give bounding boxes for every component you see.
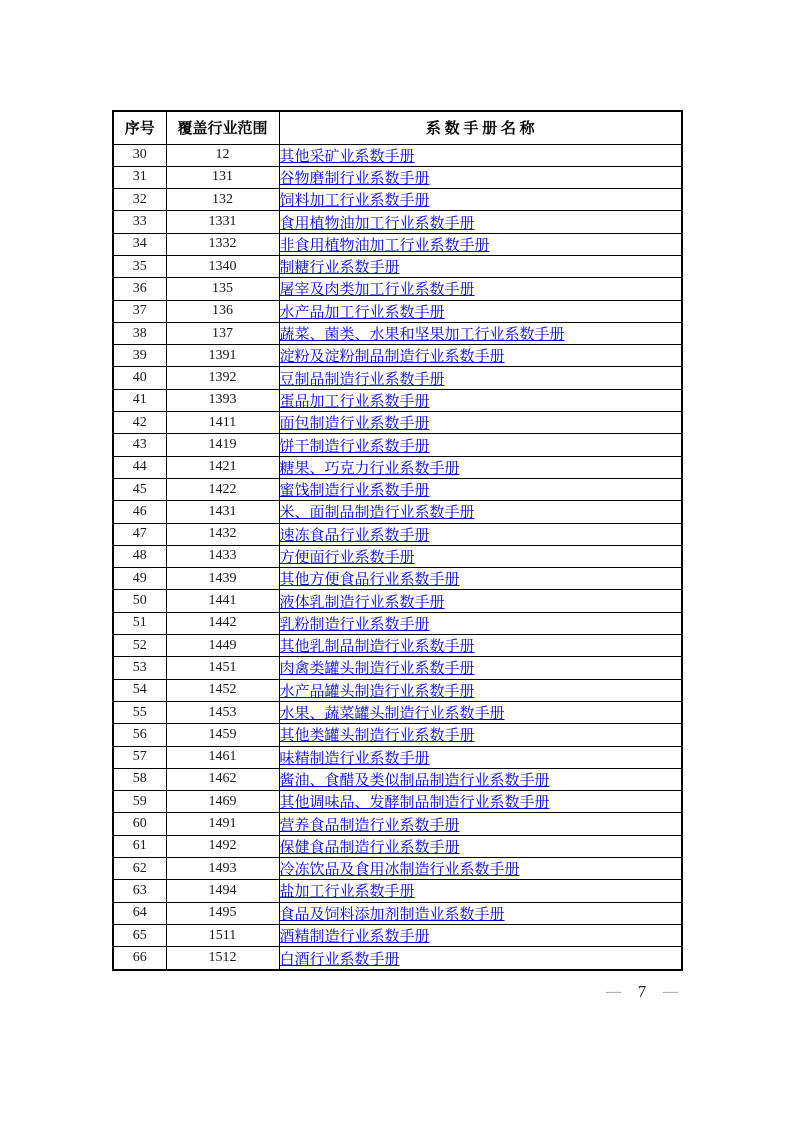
- row-number-cell: 38: [113, 322, 166, 344]
- manual-link[interactable]: 方便面行业系数手册: [279, 549, 415, 566]
- manual-name-cell: [279, 657, 682, 679]
- manual-name-cell: [279, 367, 682, 389]
- industry-code-cell: 1392: [166, 367, 279, 389]
- industry-code-cell: 1453: [166, 701, 279, 723]
- table-row: [113, 300, 682, 322]
- manual-link[interactable]: 水产品罐头制造行业系数手册: [279, 683, 475, 700]
- industry-code-cell: 1493: [166, 858, 279, 880]
- manual-link[interactable]: 营养食品制造行业系数手册: [279, 817, 460, 834]
- manual-name-cell: [279, 478, 682, 500]
- manual-name-cell: [279, 144, 682, 166]
- table-header-manual-name: 系 数 手 册 名 称: [279, 111, 682, 144]
- table-row: [113, 478, 682, 500]
- row-number-cell: 49: [113, 568, 166, 590]
- row-number-cell: 31: [113, 166, 166, 188]
- manual-name-cell: [279, 835, 682, 857]
- row-number-cell: 63: [113, 880, 166, 902]
- industry-code-cell: 1462: [166, 768, 279, 790]
- table-row: [113, 144, 682, 166]
- industry-code-cell: 1393: [166, 389, 279, 411]
- manual-name-cell: [279, 166, 682, 188]
- row-number-cell: 55: [113, 701, 166, 723]
- manual-link[interactable]: 其他采矿业系数手册: [279, 148, 415, 165]
- table-row: [113, 545, 682, 567]
- manual-link[interactable]: 饲料加工行业系数手册: [279, 193, 430, 210]
- industry-code-cell: 1461: [166, 746, 279, 768]
- manual-name-cell: [279, 322, 682, 344]
- manual-name-cell: [279, 746, 682, 768]
- manual-name-cell: [279, 813, 682, 835]
- manuals-table: [112, 110, 683, 971]
- row-number-cell: 62: [113, 858, 166, 880]
- manual-name-cell: [279, 233, 682, 255]
- industry-code-cell: 1421: [166, 456, 279, 478]
- manual-link[interactable]: 液体乳制造行业系数手册: [279, 594, 445, 611]
- table-row: [113, 501, 682, 523]
- table-row: [113, 635, 682, 657]
- row-number-cell: 65: [113, 924, 166, 946]
- table-row: [113, 791, 682, 813]
- industry-code-cell: 1432: [166, 523, 279, 545]
- table-row: [113, 233, 682, 255]
- industry-code-cell: 1492: [166, 835, 279, 857]
- manual-link[interactable]: 食用植物油加工行业系数手册: [279, 215, 475, 232]
- row-number-cell: 34: [113, 233, 166, 255]
- manual-name-cell: [279, 545, 682, 567]
- manual-name-cell: [279, 635, 682, 657]
- manual-name-cell: [279, 880, 682, 902]
- row-number-cell: 64: [113, 902, 166, 924]
- manual-link[interactable]: 酒精制造行业系数手册: [279, 929, 430, 946]
- manual-link[interactable]: 乳粉制造行业系数手册: [279, 616, 430, 633]
- footer-dash-right: —: [663, 984, 678, 1000]
- manual-link[interactable]: 米、面制品制造行业系数手册: [279, 505, 475, 522]
- table-row: [113, 322, 682, 344]
- industry-code-cell: 1331: [166, 211, 279, 233]
- industry-code-cell: 1332: [166, 233, 279, 255]
- manual-link[interactable]: 饼干制造行业系数手册: [279, 438, 430, 455]
- table-row: [113, 389, 682, 411]
- manual-name-cell: [279, 947, 682, 970]
- row-number-cell: 66: [113, 947, 166, 970]
- row-number-cell: 41: [113, 389, 166, 411]
- manual-link[interactable]: 白酒行业系数手册: [279, 951, 400, 968]
- page-footer: [606, 981, 678, 1003]
- industry-code-cell: 1340: [166, 255, 279, 277]
- row-number-cell: 46: [113, 501, 166, 523]
- manual-name-cell: [279, 456, 682, 478]
- industry-code-cell: 1431: [166, 501, 279, 523]
- industry-code-cell: 1442: [166, 612, 279, 634]
- manual-name-cell: [279, 612, 682, 634]
- row-number-cell: 39: [113, 345, 166, 367]
- table-row: [113, 255, 682, 277]
- manual-name-cell: [279, 568, 682, 590]
- manual-link[interactable]: 豆制品制造行业系数手册: [279, 371, 445, 388]
- manual-name-cell: [279, 278, 682, 300]
- manual-name-cell: [279, 902, 682, 924]
- row-number-cell: 51: [113, 612, 166, 634]
- manual-name-cell: [279, 590, 682, 612]
- manual-name-cell: [279, 924, 682, 946]
- manual-name-cell: [279, 389, 682, 411]
- row-number-cell: 30: [113, 144, 166, 166]
- manual-link[interactable]: 其他乳制品制造行业系数手册: [279, 639, 475, 656]
- table-header-industry-range: 覆盖行业范围: [166, 111, 279, 144]
- table-row: [113, 456, 682, 478]
- table-row: [113, 835, 682, 857]
- manual-link[interactable]: 非食用植物油加工行业系数手册: [279, 237, 490, 254]
- manual-name-cell: [279, 412, 682, 434]
- industry-code-cell: 1449: [166, 635, 279, 657]
- manual-link[interactable]: 淀粉及淀粉制品制造行业系数手册: [279, 349, 505, 366]
- manual-link[interactable]: 水产品加工行业系数手册: [279, 304, 445, 321]
- manual-link[interactable]: 面包制造行业系数手册: [279, 416, 430, 433]
- industry-code-cell: 131: [166, 166, 279, 188]
- industry-code-cell: 1422: [166, 478, 279, 500]
- manual-link[interactable]: 味精制造行业系数手册: [279, 750, 430, 767]
- industry-code-cell: 137: [166, 322, 279, 344]
- row-number-cell: 45: [113, 478, 166, 500]
- manual-name-cell: [279, 768, 682, 790]
- table-row: [113, 434, 682, 456]
- industry-code-cell: 12: [166, 144, 279, 166]
- table-row: [113, 724, 682, 746]
- industry-code-cell: 1391: [166, 345, 279, 367]
- manual-name-cell: [279, 679, 682, 701]
- table-row: [113, 701, 682, 723]
- manual-link[interactable]: 水果、蔬菜罐头制造行业系数手册: [279, 706, 505, 723]
- row-number-cell: 56: [113, 724, 166, 746]
- manual-link[interactable]: 屠宰及肉类加工行业系数手册: [279, 282, 475, 299]
- table-row: [113, 211, 682, 233]
- manual-link[interactable]: 谷物磨制行业系数手册: [279, 170, 430, 187]
- table-row: [113, 166, 682, 188]
- page-number: 7: [637, 982, 647, 1001]
- row-number-cell: 60: [113, 813, 166, 835]
- table-header-no: 序号: [113, 111, 166, 144]
- manual-name-cell: [279, 255, 682, 277]
- manual-link[interactable]: 酱油、食醋及类似制品制造行业系数手册: [279, 772, 550, 789]
- row-number-cell: 52: [113, 635, 166, 657]
- table-row: [113, 746, 682, 768]
- manual-name-cell: [279, 434, 682, 456]
- industry-code-cell: 1451: [166, 657, 279, 679]
- table-row: [113, 568, 682, 590]
- manual-link[interactable]: 其他类罐头制造行业系数手册: [279, 728, 475, 745]
- manual-name-cell: [279, 523, 682, 545]
- table-row: [113, 679, 682, 701]
- row-number-cell: 47: [113, 523, 166, 545]
- manual-name-cell: [279, 211, 682, 233]
- industry-code-cell: 1441: [166, 590, 279, 612]
- manual-link[interactable]: 盐加工行业系数手册: [279, 884, 415, 901]
- row-number-cell: 59: [113, 791, 166, 813]
- industry-code-cell: 1494: [166, 880, 279, 902]
- manual-link[interactable]: 冷冻饮品及食用冰制造行业系数手册: [279, 862, 520, 879]
- row-number-cell: 35: [113, 255, 166, 277]
- footer-dash-left: —: [606, 984, 621, 1000]
- manual-link[interactable]: 速冻食品行业系数手册: [279, 527, 430, 544]
- table-row: [113, 523, 682, 545]
- industry-code-cell: 1459: [166, 724, 279, 746]
- table-row: [113, 924, 682, 946]
- industry-code-cell: 1469: [166, 791, 279, 813]
- row-number-cell: 48: [113, 545, 166, 567]
- manual-name-cell: [279, 345, 682, 367]
- industry-code-cell: 1419: [166, 434, 279, 456]
- manual-link[interactable]: 蛋品加工行业系数手册: [279, 393, 430, 410]
- manual-name-cell: [279, 791, 682, 813]
- table-row: [113, 880, 682, 902]
- industry-code-cell: 1511: [166, 924, 279, 946]
- row-number-cell: 40: [113, 367, 166, 389]
- row-number-cell: 53: [113, 657, 166, 679]
- row-number-cell: 42: [113, 412, 166, 434]
- table-row: [113, 813, 682, 835]
- manual-name-cell: [279, 724, 682, 746]
- table-row: [113, 345, 682, 367]
- row-number-cell: 54: [113, 679, 166, 701]
- industry-code-cell: 1439: [166, 568, 279, 590]
- table-body: [113, 144, 682, 970]
- table-row: [113, 768, 682, 790]
- manual-link[interactable]: 其他方便食品行业系数手册: [279, 572, 460, 589]
- table-row: [113, 858, 682, 880]
- row-number-cell: 33: [113, 211, 166, 233]
- table-row: [113, 657, 682, 679]
- industry-code-cell: 136: [166, 300, 279, 322]
- manual-link[interactable]: 蜜饯制造行业系数手册: [279, 483, 430, 500]
- manual-name-cell: [279, 501, 682, 523]
- industry-code-cell: 1491: [166, 813, 279, 835]
- table-row: [113, 189, 682, 211]
- industry-code-cell: 135: [166, 278, 279, 300]
- manual-link[interactable]: 食品及饲料添加剂制造业系数手册: [279, 906, 505, 923]
- manual-link[interactable]: 蔬菜、菌类、水果和坚果加工行业系数手册: [279, 327, 565, 344]
- row-number-cell: 37: [113, 300, 166, 322]
- table-row: [113, 367, 682, 389]
- manual-name-cell: [279, 701, 682, 723]
- row-number-cell: 57: [113, 746, 166, 768]
- manual-link[interactable]: 肉禽类罐头制造行业系数手册: [279, 661, 475, 678]
- manual-name-cell: [279, 189, 682, 211]
- row-number-cell: 61: [113, 835, 166, 857]
- table-row: [113, 412, 682, 434]
- table-row: [113, 947, 682, 970]
- industry-code-cell: 132: [166, 189, 279, 211]
- manual-name-cell: [279, 858, 682, 880]
- manual-link[interactable]: 制糖行业系数手册: [279, 260, 400, 277]
- row-number-cell: 43: [113, 434, 166, 456]
- industry-code-cell: 1512: [166, 947, 279, 970]
- table-row: [113, 278, 682, 300]
- row-number-cell: 50: [113, 590, 166, 612]
- table-row: [113, 590, 682, 612]
- industry-code-cell: 1452: [166, 679, 279, 701]
- row-number-cell: 44: [113, 456, 166, 478]
- table-row: [113, 902, 682, 924]
- manual-link[interactable]: 其他调味品、发酵制品制造行业系数手册: [279, 795, 550, 812]
- manual-name-cell: [279, 300, 682, 322]
- manual-link[interactable]: 糖果、巧克力行业系数手册: [279, 460, 460, 477]
- table-row: [113, 612, 682, 634]
- industry-code-cell: 1495: [166, 902, 279, 924]
- row-number-cell: 32: [113, 189, 166, 211]
- row-number-cell: 36: [113, 278, 166, 300]
- industry-code-cell: 1411: [166, 412, 279, 434]
- manual-link[interactable]: 保健食品制造行业系数手册: [279, 839, 460, 856]
- industry-code-cell: 1433: [166, 545, 279, 567]
- row-number-cell: 58: [113, 768, 166, 790]
- table-header-row: [113, 111, 682, 144]
